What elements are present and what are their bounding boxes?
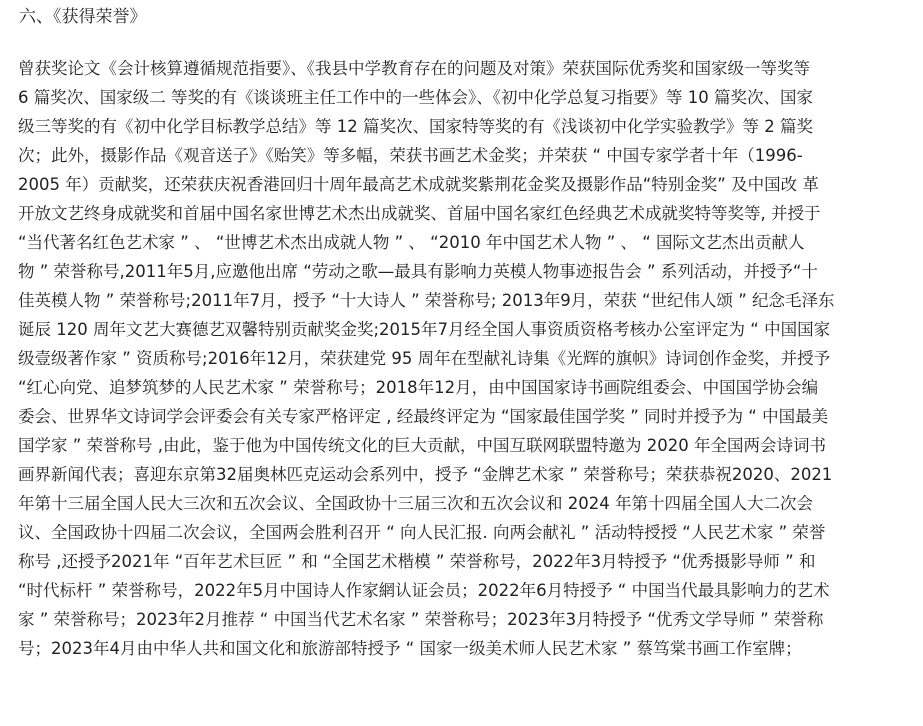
- paragraph-line: 曾获奖论文《会计核算遵循规范指要》、《我县中学教育存在的问题及对策》荣获国际优秀奖和国家级一等奖等: [18, 59, 810, 78]
- paragraph-line: 次；此外，摄影作品《观音送子》《贻笑》等多幅，荣获书画艺术金奖；并荣获 “ 中国专家学者十年（1996-: [18, 146, 803, 165]
- paragraph-line: 佳英模人物 ” 荣誉称号;2011年7月，授予 “十大诗人 ” 荣誉称号; 2013年9月，荣获 “世纪伟人颂 ” 纪念毛泽东: [18, 291, 835, 310]
- paragraph-line: 级壹级著作家 ” 资质称号;2016年12月，荣获建党 95 周年在型献礼诗集《光辉的旗帜》诗词创作金奖，并授予: [18, 349, 831, 368]
- paragraph-line: 级三等奖的有《初中化学目标教学总结》等 12 篇奖次、国家特等奖的有《浅谈初中化学实验教学》等 2 篇奖: [18, 117, 813, 136]
- paragraph-line: “时代标杆 ” 荣誉称号，2022年5月中国诗人作家網认证会员；2022年6月特授予 “ 中国当代最具影响力的艺术: [18, 581, 830, 600]
- paragraph-line: 称号 ,还授予2021年 “百年艺术巨匠 ” 和 “全国艺术楷模 ” 荣誉称号，2022年3月特授予 “优秀摄影导师 ” 和: [18, 552, 816, 571]
- paragraph-line: 国学家 ” 荣誉称号 ,由此，鉴于他为中国传统文化的巨大贡献，中国互联网联盟特邀为 2020 年全国两会诗词书: [18, 436, 827, 455]
- paragraph-line: 委会、世界华文诗词学会评委会有关专家严格评定 , 经最终评定为 “国家最佳国学奖 ” 同时并授予为 “ 中国最美: [18, 407, 829, 426]
- paragraph-line: 议、全国政协十四届二次会议，全国两会胜利召开 “ 向人民汇报. 向两会献礼 ” 活动特授授 “人民艺术家 ” 荣誉: [18, 523, 826, 542]
- paragraph-line: 家 ” 荣誉称号；2023年2月推荐 “ 中国当代艺术名家 ” 荣誉称号；2023年3月特授予 “优秀文学导师 ” 荣誉称: [18, 610, 824, 629]
- paragraph-line: “红心向党、追梦筑梦的人民艺术家 ” 荣誉称号；2018年12月，由中国国家诗书画院组委会、中国国学协会编: [18, 378, 819, 397]
- paragraph-line: 物 ” 荣誉称号,2011年5月,应邀他出席 “劳动之歌—最具有影响力英模人物事迹报告会 ” 系列活动，并授予“十: [18, 262, 818, 281]
- paragraph-line: 诞辰 120 周年文艺大赛德艺双馨特别贡献奖金奖;2015年7月经全国人事资质资格考核办公室评定为 “ 中国国家: [18, 320, 831, 339]
- honors-paragraph: [18, 54, 918, 663]
- paragraph-line: 6 篇奖次、国家级二 等奖的有《谈谈班主任工作中的一些体会》、《初中化学总复习指要》等 10 篇奖次、国家: [18, 88, 813, 107]
- paragraph-line: “当代著名红色艺术家 ” 、 “世博艺术杰出成就人物 ” 、 “2010 年中国艺术人物 ” 、 “ 国际文艺杰出贡献人: [18, 233, 805, 252]
- paragraph-line: 号；2023年4月由中华人共和国文化和旅游部特授予 “ 国家一级美术师人民艺术家 ” 蔡笃棠书画工作室牌；: [18, 639, 802, 658]
- section-heading: 六、《获得荣誉》: [19, 7, 147, 27]
- paragraph-line: 年第十三届全国人民大三次和五次会议、全国政协十三届三次和五次会议和 2024 年第十四届全国人大二次会: [18, 494, 813, 513]
- paragraph-line: 开放文艺终身成就奖和首届中国名家世博艺术杰出成就奖、首届中国名家红色经典艺术成就奖特等奖等, 并授于: [18, 204, 821, 223]
- paragraph-line: 2005 年）贡献奖，还荣获庆祝香港回归十周年最高艺术成就奖紫荆花金奖及摄影作品“特别金奖” 及中国改 革: [18, 175, 819, 194]
- paragraph-line: 画界新闻代表；喜迎东京第32届奥林匹克运动会系列中，授予 “金牌艺术家 ” 荣誉称号；荣获恭祝2020、2021: [18, 465, 833, 484]
